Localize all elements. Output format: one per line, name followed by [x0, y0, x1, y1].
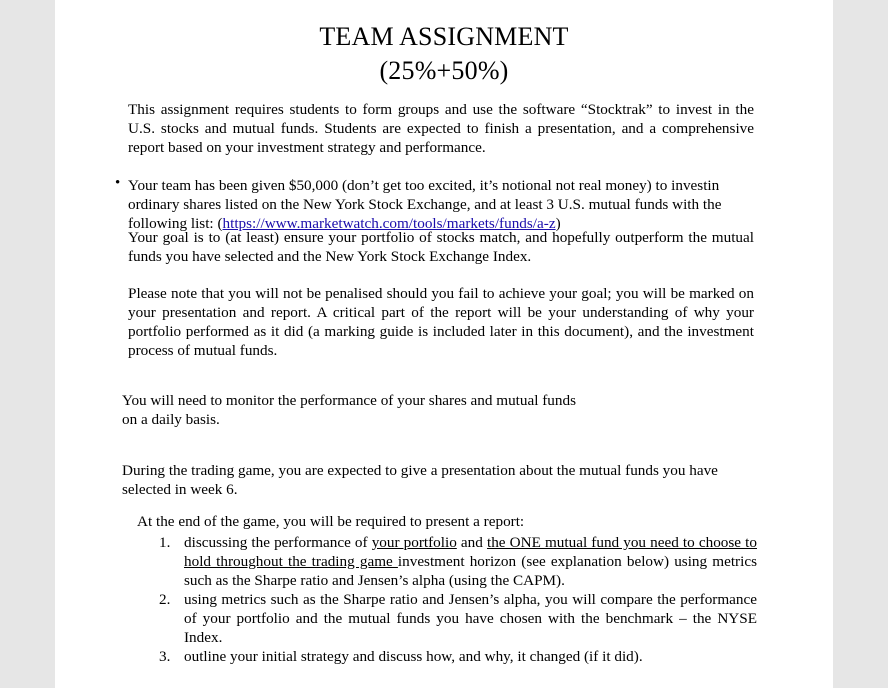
document-page: [55, 0, 833, 688]
presentation-line-1: During the trading game, you are expected to give a presentation about the mutual funds you have: [122, 462, 718, 479]
report-item-1: [137, 533, 757, 590]
budget-text-close: ): [555, 215, 561, 232]
report-item-underline: your portfolio: [371, 534, 457, 551]
report-item-number: 1.: [159, 534, 171, 551]
budget-paragraph: [128, 176, 728, 233]
monitor-line-2: on a daily basis.: [122, 411, 220, 428]
report-item-text: and: [456, 534, 487, 551]
bullet-marker: •: [115, 175, 121, 191]
report-item-text: discussing the performance of: [184, 534, 372, 551]
report-item-text: using metrics such as the Sharpe ratio and Jensen’s alpha, you will compare the performance of your portfolio and the mutual funds you have chosen with the benchmark – the NYSE Index.: [184, 591, 757, 646]
report-item-2: [137, 590, 757, 647]
penalty-note-paragraph: Please note that you will not be penalised should you fail to achieve your goal; you will be marked on your presentation and report. A critical part of the report will be your understanding of why your portfolio performed as it did (a marking guide is included later in this document), and the investment process of mutual funds.: [128, 285, 754, 359]
report-item-number: 3.: [159, 648, 171, 665]
goal-paragraph: Your goal is to (at least) ensure your portfolio of stocks match, and hopefully outperform the mutual funds you have selected and the New York Stock Exchange Index.: [128, 229, 754, 265]
report-item-text: outline your initial strategy and discuss how, and why, it changed (if it did).: [184, 648, 643, 665]
fund-list-link[interactable]: https://www.marketwatch.com/tools/markets/funds/a-z: [222, 215, 556, 232]
report-lead: At the end of the game, you will be required to present a report:: [137, 513, 525, 530]
report-requirements: [137, 512, 757, 666]
report-item-underline: the ONE mutual fund you need to choose to hold throughout the trading game: [184, 534, 757, 570]
page-title: TEAM ASSIGNMENT: [319, 22, 569, 51]
page-subtitle-weighting: (25%+50%): [379, 56, 509, 85]
presentation-line-2: selected in week 6.: [122, 481, 238, 498]
report-item-text: investment horizon (see explanation below) using metrics such as the Sharpe ratio and Jensen’s alpha (using the CAPM).: [184, 553, 757, 589]
monitor-line-1: You will need to monitor the performance of your shares and mutual funds: [122, 392, 576, 409]
intro-paragraph: This assignment requires students to form groups and use the software “Stocktrak” to invest in the U.S. stocks and mutual funds. Students are expected to finish a presentation, and a comprehensive report based on your investment strategy and performance.: [128, 101, 754, 156]
report-item-3: [137, 647, 757, 666]
budget-text: Your team has been given $50,000 (don’t get too excited, it’s notional not real money) to investin ordinary shares listed on the New York Stock Exchange, and at least 3 U.S. mutual funds with the following list: (: [128, 177, 722, 232]
report-item-number: 2.: [159, 591, 171, 608]
